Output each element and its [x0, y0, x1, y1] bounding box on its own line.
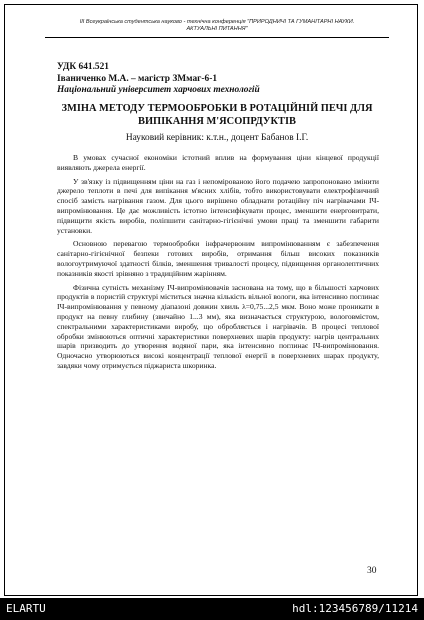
paragraph-3: Основною перевагою термообробки інфрачервоним випромінюванням є забезпечення санітарно-гігієнічної безпеки готових виробів, отримання більш високих показників вологоутримуючої здатності білків, зменшення тривалості процесу, підвищення органолептичних показників якості зрівняно з традиційним жарінням.: [57, 239, 379, 278]
conference-header: [45, 19, 389, 33]
supervisor: Науковий керівник: к.т.н., доцент Бабанов І.Г.: [125, 133, 309, 143]
paragraph-4: Фізична сутність механізму ІЧ-випромінювачів заснована на тому, що в більшості харчових продуктів в пористій структурі міститься значна кількість вільної вологи, яка інтенсивно поглинає ІЧ-випромінювання у певному діапазоні довжин хвиль λ=0,75...2,5 мкм. Воно може проникати в продукт на певну глибину (звичайно 1...3 мм), яка визначається структурою, вологовмістом, спектральними характеристиками виробу, що обробляється і нагрівачів. В процесі теплової обробки змінюються оптичні характеристики поверхневих шарів продукту: нагрів центральних шарів призводить до утворення водяної пари, яка інтенсивно поглинає ІЧ-випромінювання. Одночасно утворюються високі концентрації теплової енергії в поверхневих шарах продукту, завдяки чому отримується піджариста шкоринка.: [57, 282, 379, 370]
footer-bar: [0, 598, 424, 620]
header-divider: [45, 37, 389, 38]
repository-name: ELARTU: [6, 602, 46, 615]
paragraph-2: У зв'язку із підвищенням ціни на газ і непомірованою його подачею запропоновано змінити джерело теплоти в печі для випікання м'ясних хлібів, тобто використовувати електрофізичний спосіб замість нагрівання газом. Для цього вирішено обладнати ротаційну піч нагрівачами ІЧ-випромінювання. Це дає можливість істотно інтенсифікувати процес, зменшити енерговитрати, підвищити якість виробів, поліпшити санітарно-гігієнічні умови праці та зменшити габарити установки.: [57, 176, 379, 235]
conference-header-line1: III Всеукраїнська студентська науково - технічна конференція "ПРИРОДНИЧІ ТА ГУМАНІТАРНІ НАУКИ.: [79, 19, 355, 25]
page-number: 30: [367, 566, 377, 576]
udk-code: УДК 641.521: [57, 62, 109, 72]
authors: Іваниченко М.А. – магістр ЗМмаг-6-1: [57, 73, 218, 84]
handle-id: hdl:123456789/11214: [292, 602, 418, 615]
article-body: [57, 153, 379, 375]
conference-header-line2: АКТУАЛЬНІ ПИТАННЯ": [186, 26, 248, 32]
article-title: ЗМІНА МЕТОДУ ТЕРМООБРОБКИ В РОТАЦІЙНІЙ ПЕЧІ ДЛЯ ВИПІКАННЯ М'ЯСОПРДУКТІВ: [61, 103, 373, 127]
affiliation: Національний університет харчових технологій: [57, 85, 260, 95]
article-meta: [57, 62, 260, 97]
paragraph-1: В умовах сучасної економіки істотний вплив на формування ціни кінцевої продукції виявляють джерела енергії.: [57, 153, 379, 172]
page-frame: [4, 4, 418, 596]
